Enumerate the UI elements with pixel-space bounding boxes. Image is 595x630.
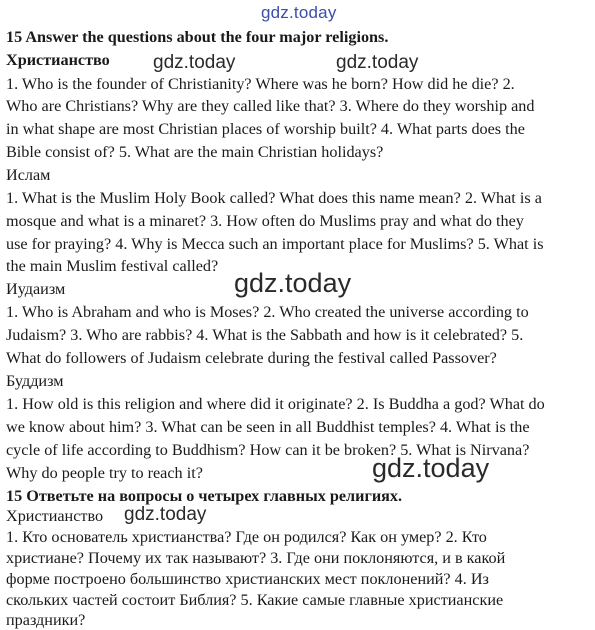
question-line: mosque and what is a minaret? 3. How often do Muslims pray and what do they (6, 212, 524, 230)
question-line: 1. How old is this religion and where did it originate? 2. Is Buddha a god? What do (6, 395, 545, 413)
question-line: 1. Who is Abraham and who is Moses? 2. Who created the universe according to (6, 303, 529, 321)
question-line: Judaism? 3. Who are rabbis? 4. What is the Sabbath and how is it celebrated? 5. (6, 326, 524, 344)
question-line: 1. Who is the founder of Christianity? Where was he born? How did he die? 2. (6, 75, 515, 93)
question-line: use for praying? 4. Why is Mecca such an important place for Muslims? 5. What is (6, 235, 544, 253)
watermark: gdz.today (372, 453, 490, 483)
question-line: 1. Кто основатель христианства? Где он родился? Как он умер? 2. Кто (6, 528, 487, 546)
watermark: gdz.today (234, 268, 352, 298)
question-line: Why do people try to reach it? (6, 464, 203, 482)
section-heading-islam: Ислам (6, 166, 51, 184)
question-line: What do followers of Judaism celebrate during the festival called Passover? (6, 349, 497, 367)
watermark-top: gdz.today (261, 3, 337, 22)
watermark: gdz.today (336, 52, 419, 73)
watermark: gdz.today (153, 52, 236, 73)
watermark: gdz.today (124, 504, 207, 525)
question-line: скольких частей состоит Библия? 5. Какие самые главные христианские (6, 591, 504, 609)
question-line: 1. What is the Muslim Holy Book called? What does this name mean? 2. What is a (6, 189, 542, 207)
exercise-title-en: 15 Answer the questions about the four major religions. (6, 28, 389, 46)
question-line: the main Muslim festival called? (6, 257, 219, 275)
question-line: христиане? Почему их так называют? 3. Где они поклоняются, и в какой (6, 549, 506, 567)
section-heading-judaism: Иудаизм (6, 280, 66, 298)
section-heading-buddhism: Буддизм (6, 372, 64, 390)
document-page (6, 0, 589, 630)
question-line: in what shape are most Christian places of worship built? 4. What parts does the (6, 120, 525, 138)
question-line: форме построено большинство христианских мест поклонений? 4. Из (6, 570, 489, 588)
question-line: Who are Christians? Why are they called like that? 3. Where do they worship and (6, 97, 535, 115)
exercise-title-ru: 15 Ответьте на вопросы о четырех главных религиях. (6, 487, 403, 505)
section-heading-christianity: Христианство (6, 51, 110, 69)
question-line: we know about him? 3. What can be seen in all Buddhist temples? 4. What is the (6, 418, 530, 436)
question-line: Bible consist of? 5. What are the main Christian holidays? (6, 143, 384, 161)
question-line: праздники? (6, 611, 86, 629)
section-heading-christianity-ru: Христианство (6, 507, 104, 525)
question-line: cycle of life according to Buddhism? How can it be broken? 5. What is Nirvana? (6, 441, 530, 459)
